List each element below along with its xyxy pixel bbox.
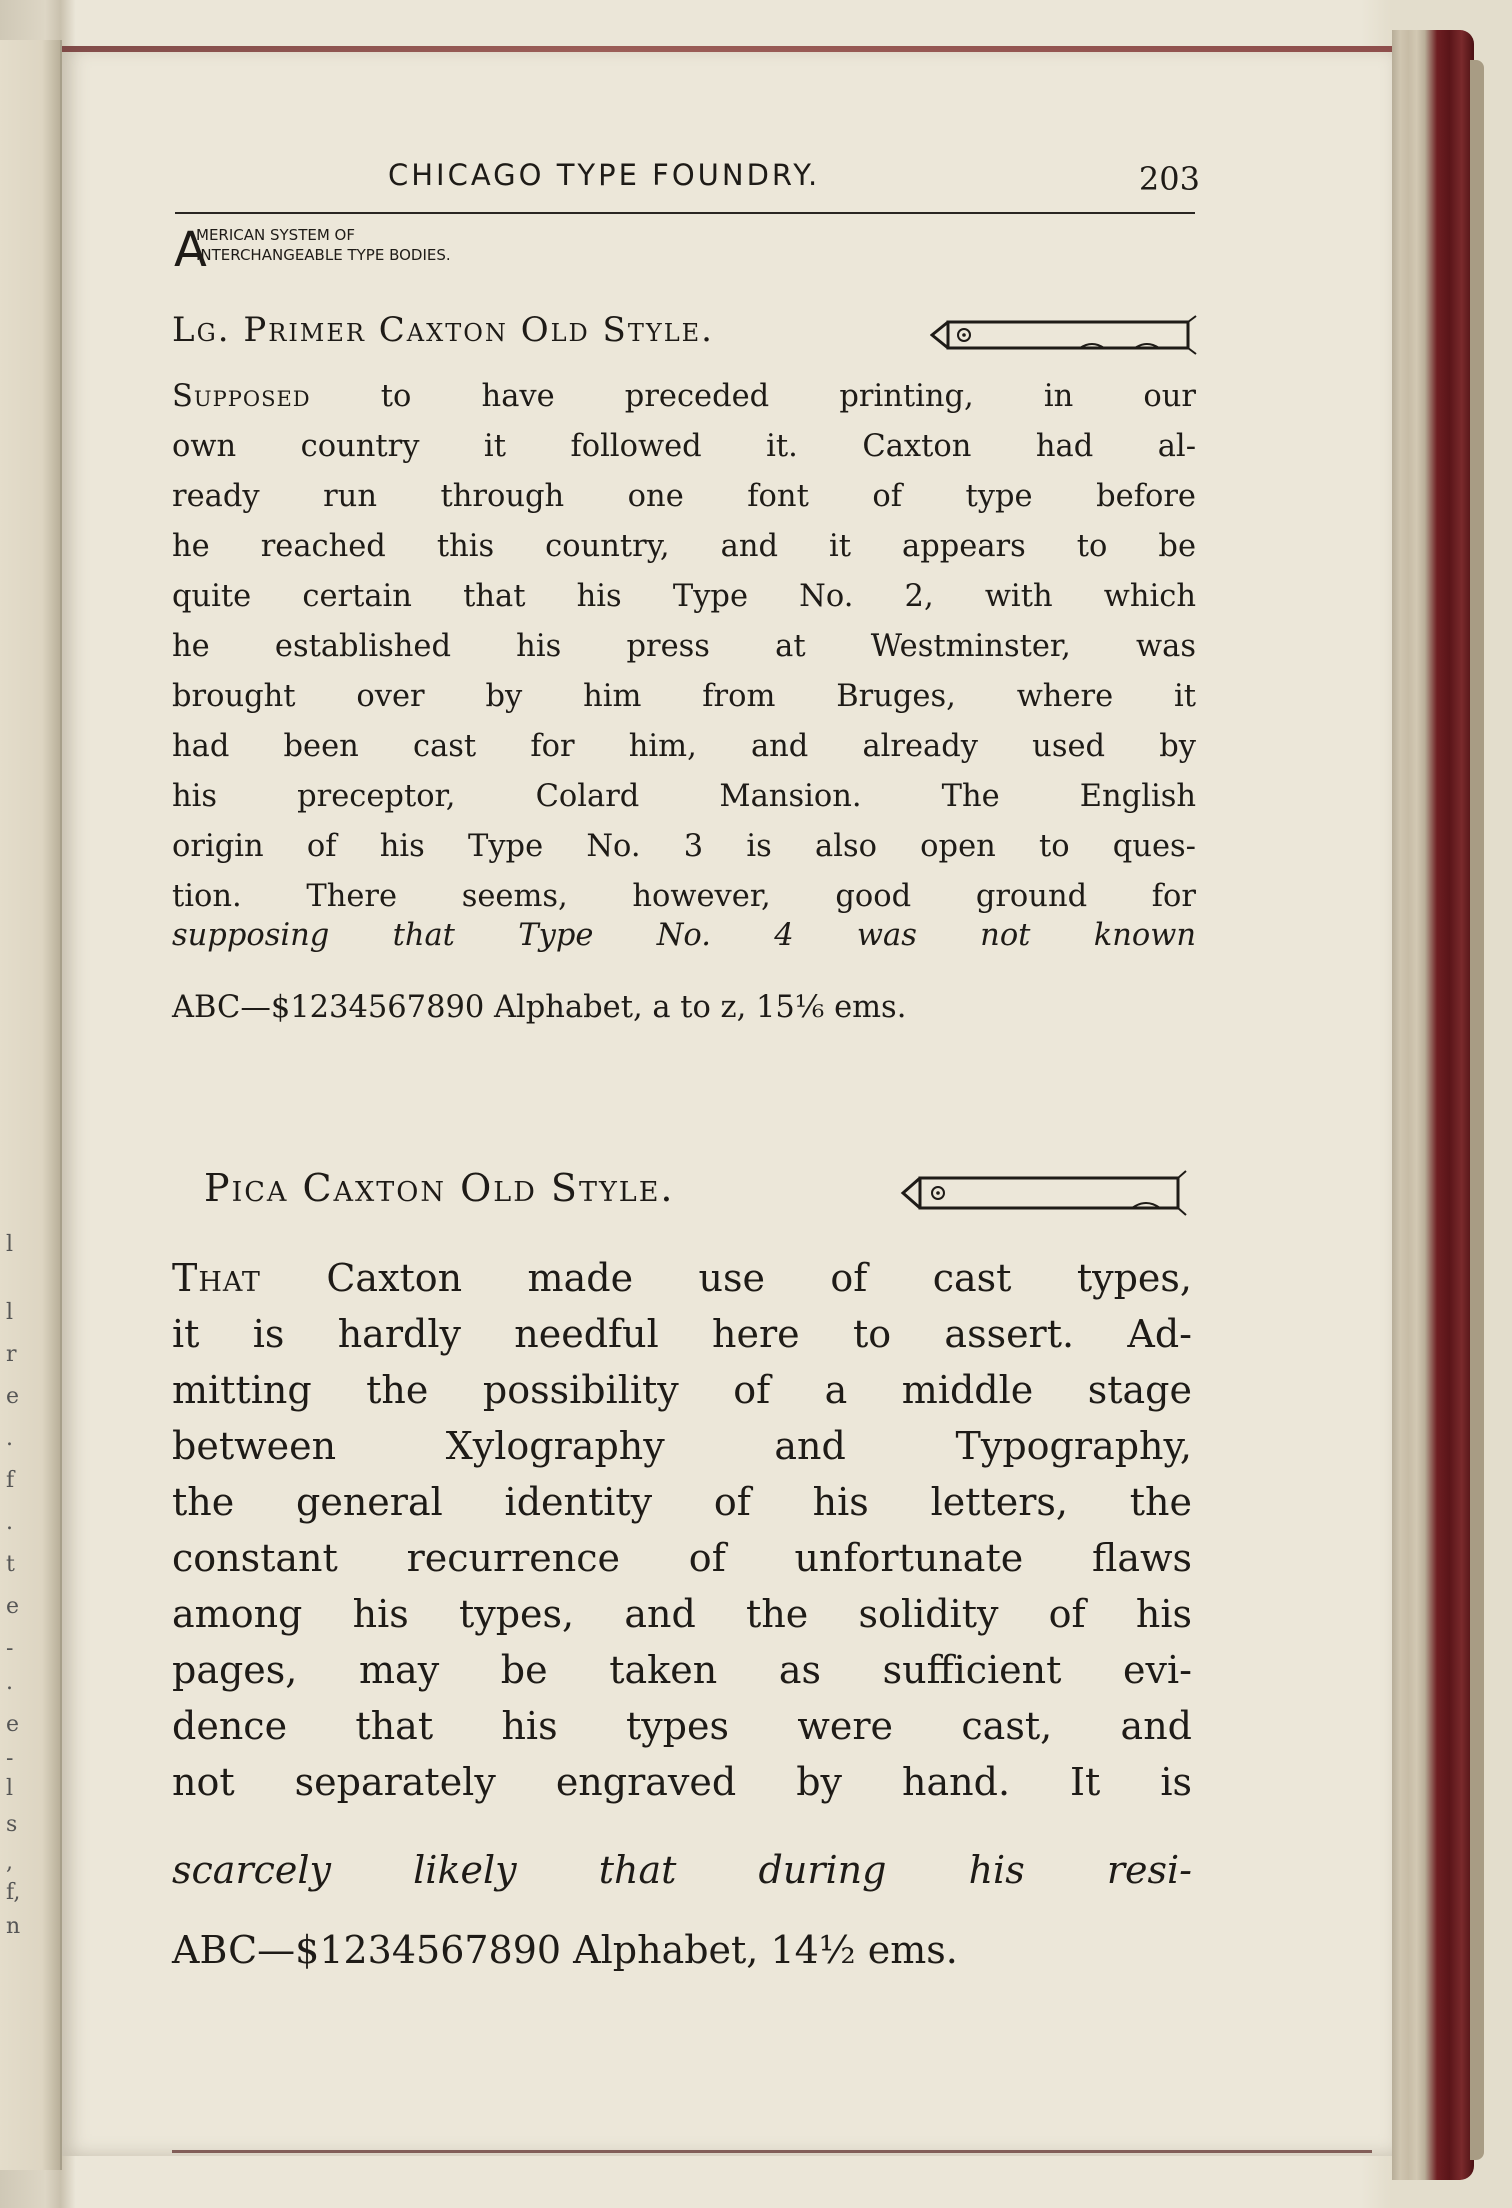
left-page-fragment: f (6, 1468, 15, 1493)
left-page-fragment: e (6, 1384, 20, 1409)
specimen-lead-word: That (172, 1256, 261, 1300)
left-page-fragment: . (6, 1426, 13, 1451)
specimen-body-text: to have preceded printing, in our own country it followed it. Caxton had al- ready run through one font of type before he reached this country, and it appears to be quite certain that his Type No. 2, with which he established his press at Westminster, was brought over by him from Bruges, where it had been cast for him, and already used by his preceptor, Colard Mansion. The English origin of his Type No. 3 is also open to ques- tion. There seems, however, good ground for (172, 379, 1196, 914)
left-page-fragment: s (6, 1812, 18, 1837)
specimen-title: Pica Caxton Old Style. (204, 1166, 675, 1210)
left-page-fragment: e (6, 1712, 20, 1737)
left-page-fragment: . (6, 1670, 13, 1695)
page-number: 203 (1138, 160, 1200, 198)
specimen-italic-line: scarcely likely that during his resi- (172, 1848, 1192, 1892)
specimen-italic-line: supposing that Type No. 4 was not known (172, 918, 1196, 953)
specimen-alphabet-line: ABC—$1234567890 Alphabet, a to z, 15⅙ ems. (172, 990, 907, 1025)
left-page-fragment: f, (6, 1880, 21, 1905)
header-rule (175, 212, 1195, 214)
type-body-icon (930, 310, 1198, 360)
left-page-fragment: , (6, 1850, 13, 1875)
left-page-fragment: l (6, 1232, 14, 1257)
left-page-fragment: - (6, 1636, 14, 1661)
specimen-title: Lg. Primer Caxton Old Style. (172, 310, 714, 350)
book-cover-edge (1392, 30, 1474, 2180)
specimen-body-text: Caxton made use of cast types, it is hardly needful here to assert. Ad- mitting the possibility of a middle stage between Xylography and Typography, the general identity of his letters, the constant recurrence of unfortunate flaws among his types, and the solidity of his pages, may be taken as sufficient evi- dence that his types were cast, and not separately engraved by hand. It is (172, 1256, 1192, 1804)
system-note-initial: A (174, 222, 207, 278)
left-page-fragment: l (6, 1300, 14, 1325)
bottom-edge-line (172, 2150, 1372, 2153)
left-page-fragment: t (6, 1552, 15, 1577)
left-page-fragment: l (6, 1776, 14, 1801)
specimen-body (172, 1250, 1192, 1810)
system-note-line-1: MERICAN SYSTEM OF (196, 226, 355, 244)
left-page-fragment: . (6, 1510, 13, 1535)
system-note-line-2: INTERCHANGEABLE TYPE BODIES. (196, 246, 451, 264)
page (62, 46, 1392, 2156)
specimen-lead-word: Supposed (172, 379, 311, 414)
top-edge-line (62, 46, 1392, 52)
type-body-icon (900, 1164, 1188, 1222)
running-head: CHICAGO TYPE FOUNDRY. (388, 158, 821, 192)
specimen-alphabet-line: ABC—$1234567890 Alphabet, 14½ ems. (172, 1928, 958, 1972)
system-note (174, 222, 674, 282)
left-page-fragment: - (6, 1746, 14, 1771)
specimen-body (172, 372, 1196, 922)
left-page-fragment: r (6, 1342, 17, 1367)
page-stack-edge (1470, 60, 1484, 2160)
left-page-fragment: e (6, 1594, 20, 1619)
left-page-fragment: n (6, 1914, 21, 1939)
